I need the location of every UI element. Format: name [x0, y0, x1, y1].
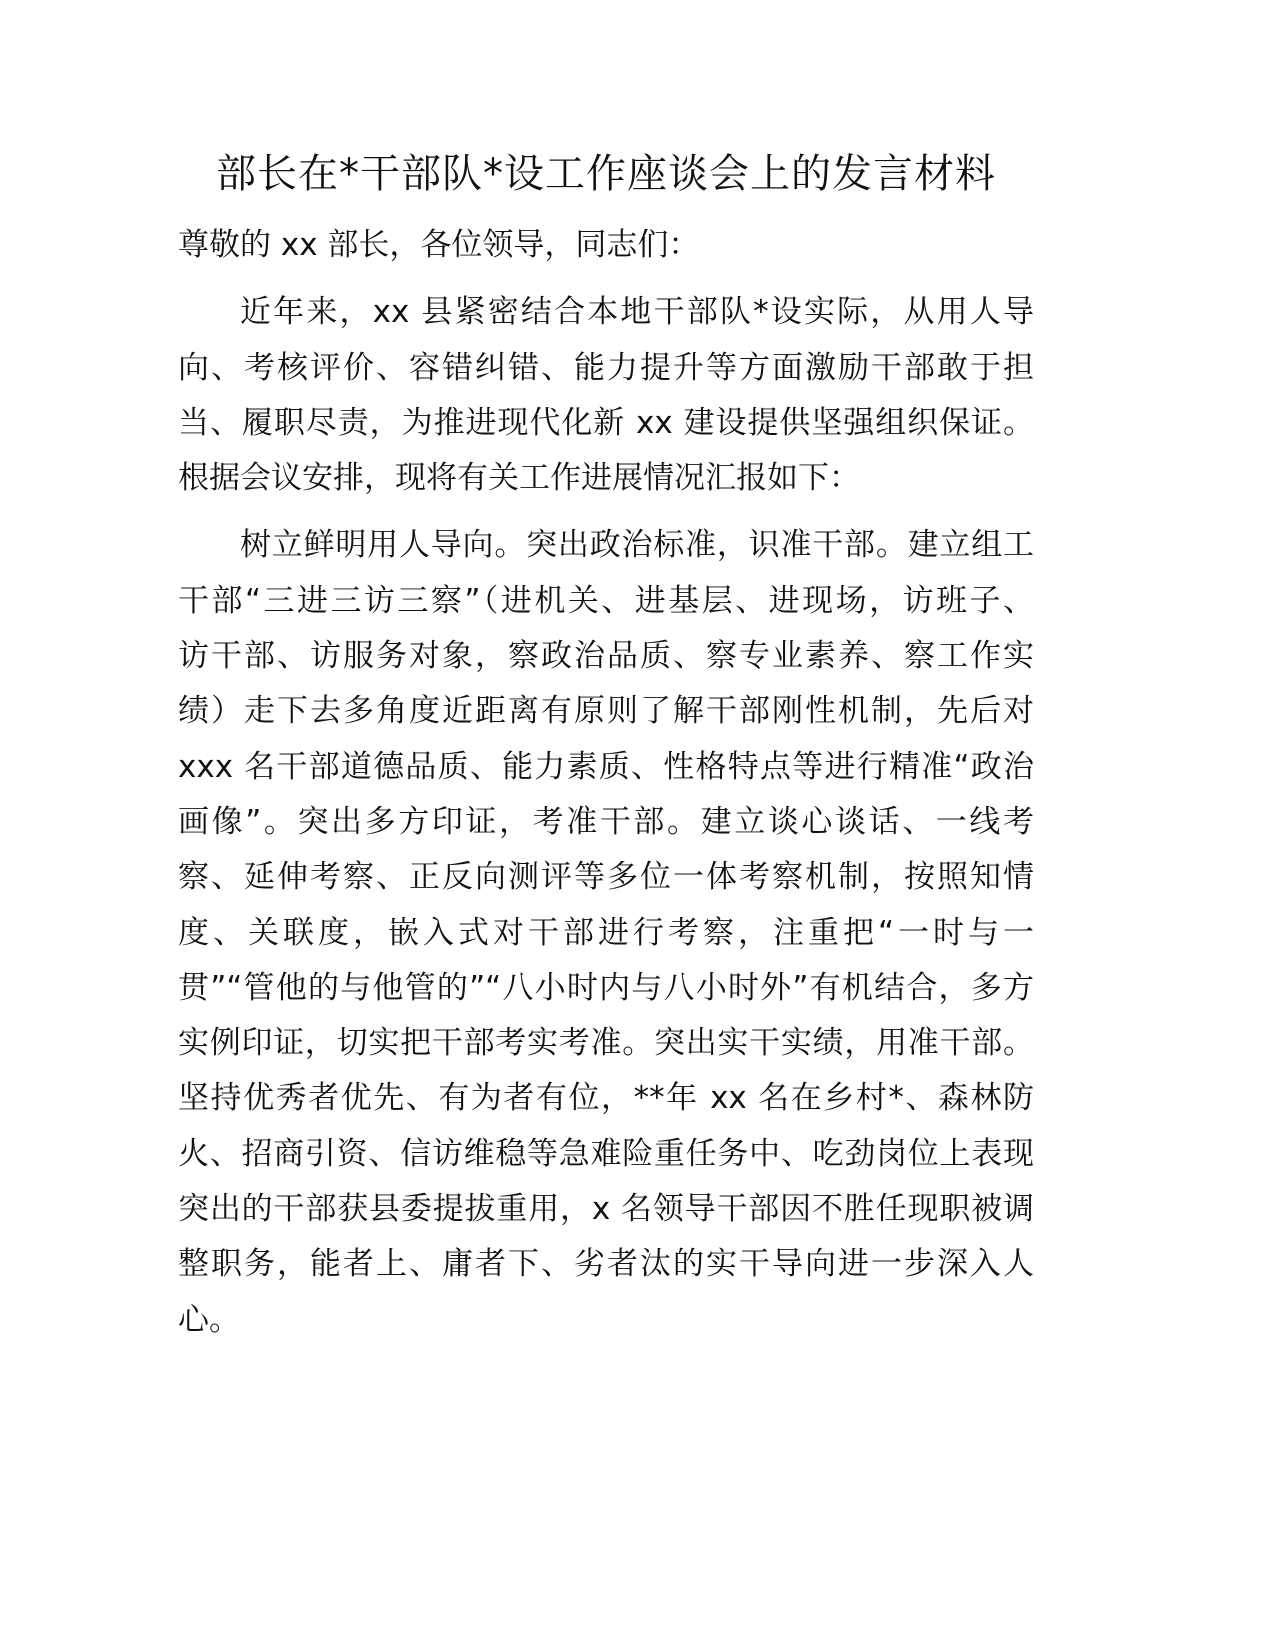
text-line: 干部“三进三访三察”（进机关、进基层、进现场，访班子、 — [178, 582, 1034, 619]
paragraph — [178, 518, 1034, 1347]
text-line: 贯”“管他的与他管的”“八小时内与八小时外”有机结合，多方 — [178, 969, 1034, 1006]
text-line: 心。 — [178, 1301, 240, 1338]
text-line: xxx 名干部道德品质、能力素质、性格特点等进行精准“政治 — [178, 748, 1034, 785]
document-body — [178, 218, 1034, 1360]
text-line: 向、考核评价、容错纠错、能力提升等方面激励干部敢于担 — [178, 349, 1034, 386]
text-line: 树立鲜明用人导向。突出政治标准，识准干部。建立组工 — [240, 527, 1034, 564]
text-line: 整职务，能者上、庸者下、劣者汰的实干导向进一步深入人 — [178, 1246, 1034, 1283]
text-line: 绩）走下去多角度近距离有原则了解干部刚性机制，先后对 — [178, 693, 1034, 730]
document-title: 部长在*干部队*设工作座谈会上的发言材料 — [216, 151, 996, 197]
text-line: 火、招商引资、信访维稳等急难险重任务中、吃劲岗位上表现 — [178, 1135, 1034, 1172]
text-line: 根据会议安排，现将有关工作进展情况汇报如下： — [178, 460, 860, 497]
text-line: 察、延伸考察、正反向测评等多位一体考察机制，按照知情 — [178, 859, 1034, 896]
paragraph — [178, 285, 1034, 506]
text-line: 度、关联度，嵌入式对干部进行考察，注重把“一时与一 — [178, 914, 1034, 951]
text-line: 画像”。突出多方印证，考准干部。建立谈心谈话、一线考 — [178, 803, 1034, 840]
text-line: 尊敬的 xx 部长，各位领导，同志们： — [178, 227, 700, 263]
text-line: 坚持优秀者优先、有为者有位，**年 xx 名在乡村*、森林防 — [178, 1080, 1034, 1117]
text-line: 访干部、访服务对象，察政治品质、察专业素养、察工作实 — [178, 638, 1034, 675]
text-line: 突出的干部获县委提拔重用，x 名领导干部因不胜任现职被调 — [178, 1191, 1034, 1228]
paragraph — [178, 218, 1034, 273]
text-line: 当、履职尽责，为推进现代化新 xx 建设提供坚强组织保证。 — [178, 404, 1034, 441]
text-line: 实例印证，切实把干部考实考准。突出实干实绩，用准干部。 — [178, 1025, 1034, 1062]
text-line: 近年来，xx 县紧密结合本地干部队*设实际，从用人导 — [240, 294, 1034, 331]
